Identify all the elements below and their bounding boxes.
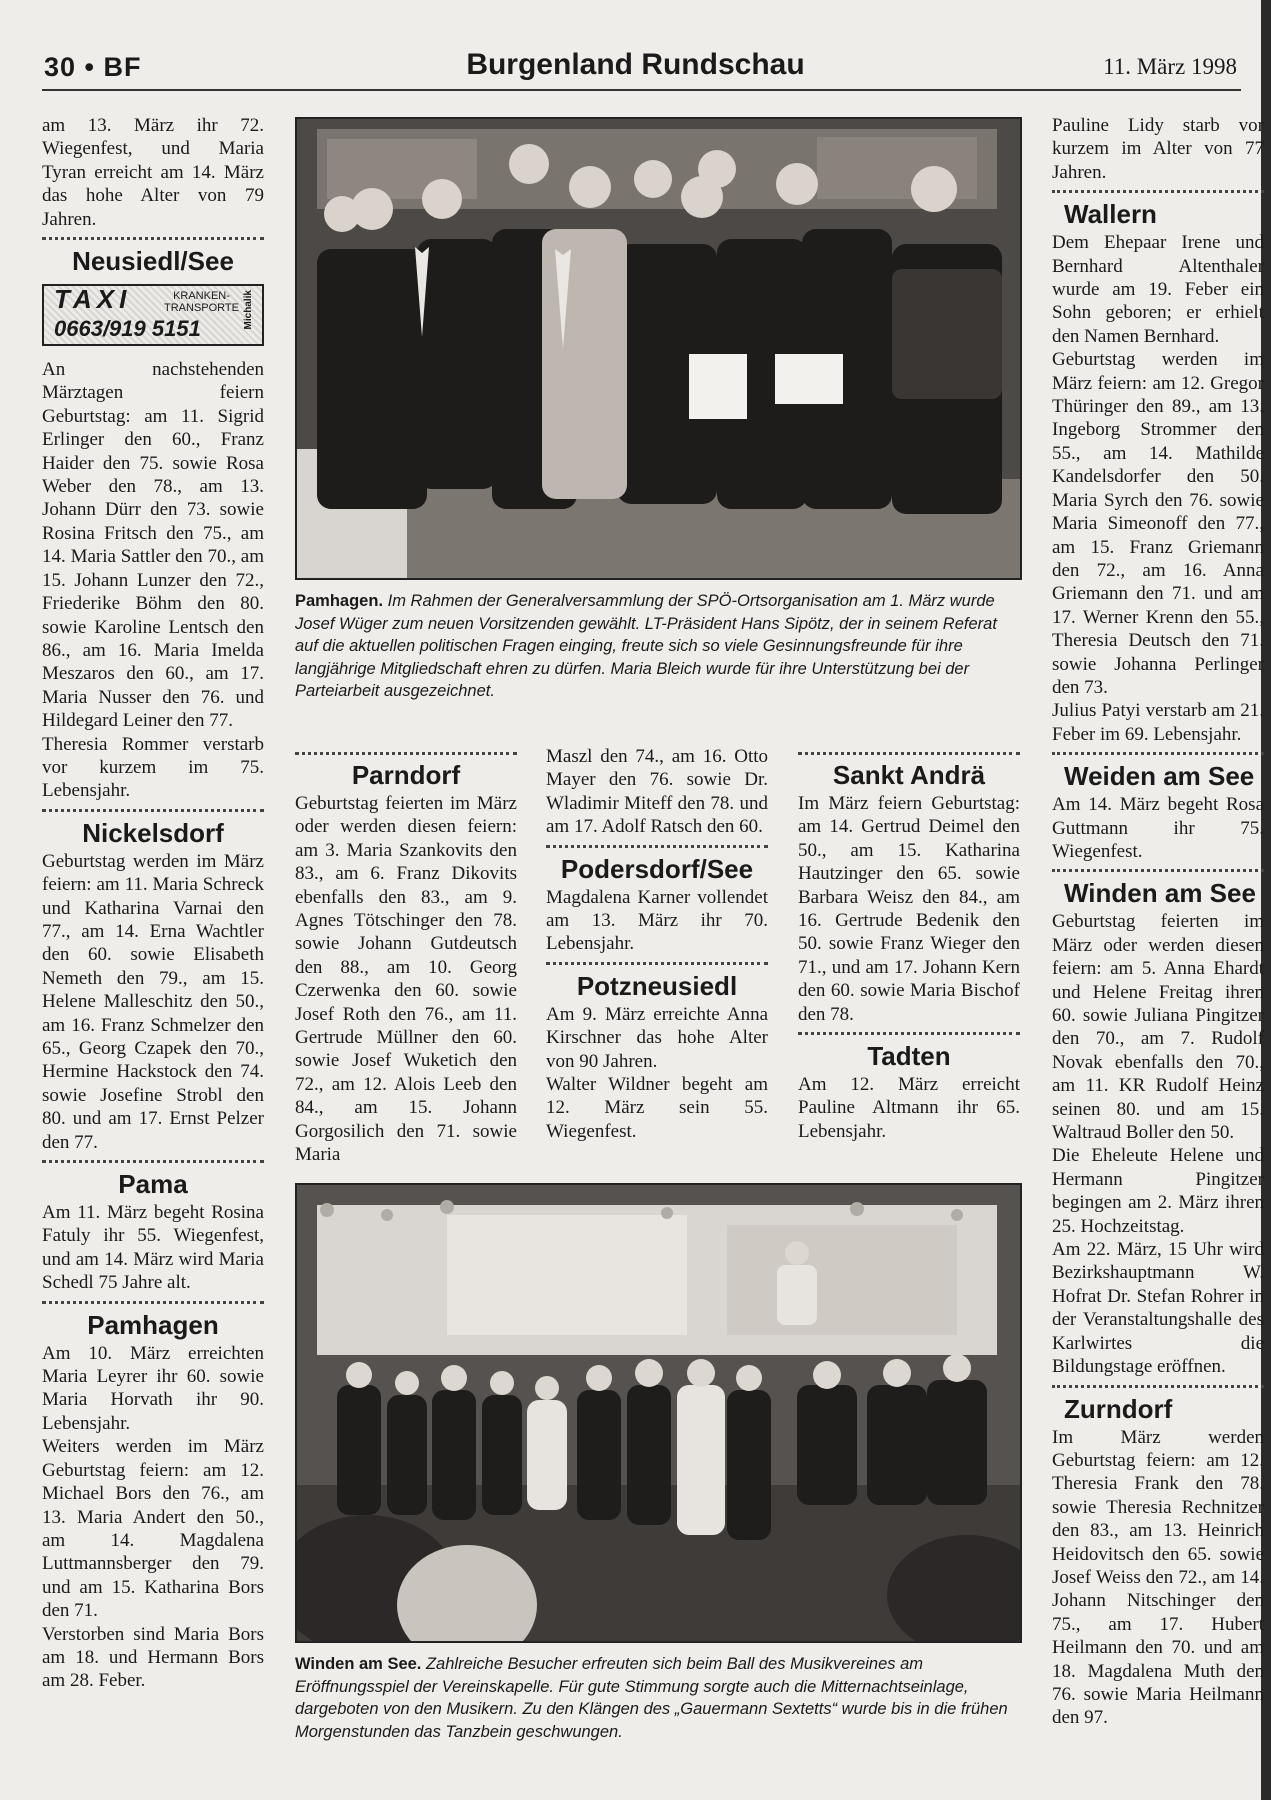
article-text: Walter Wildner begeht am 12. März sein 55. Wiegenfest. (546, 1074, 768, 1142)
article-text: Im März werden Geburtstag feiern: am 12. Theresia Frank den 78. sowie Theresia Rechnitzer den 83., am 13. Heinrich Heidovitsch den 65. sowie Josef Weiss den 72., am 14. Johann Nitschinger den 75., am 17. Hubert Heilmann den 70. und am 18. Magdalena Muth den 76. sowie Maria Heilmann den 97. (1052, 1426, 1264, 1729)
taxi-ad-name: Michalik (242, 290, 254, 330)
article-text: Julius Patyi verstarb am 21. Feber im 69. Lebensjahr. (1052, 700, 1264, 745)
section-divider (1052, 752, 1264, 755)
section-heading: Parndorf (351, 760, 461, 790)
article-text: Theresia Rommer verstarb vor kurzem im 75. Lebensjahr. (42, 733, 264, 802)
column-4 (798, 758, 1020, 1143)
article-text: Am 10. März erreichten Maria Leyrer ihr 60. sowie Maria Horvath ihr 90. Lebensjahr. (42, 1342, 264, 1434)
section-divider (1052, 190, 1264, 193)
section-divider (42, 237, 264, 240)
section-divider (42, 1301, 264, 1304)
taxi-ad-phone: 0663/919 5151 (54, 316, 201, 342)
article-text: Im März feiern Geburtstag: am 14. Gertrud Deimel den 50., am 15. Katharina Hautzinger den 65. sowie Barbara Weisz den 84., am 16. Gertrude Bedenik den 50. sowie Franz Wieger den 71., und am 17. Johann Kern den 60. sowie Maria Bischof den 78. (798, 793, 1020, 1025)
section-heading: Weiden am See (1064, 761, 1255, 792)
section-divider (798, 1032, 1020, 1035)
section-divider (798, 752, 1020, 755)
article-text: Dem Ehepaar Irene und Bernhard Altenthaler wurde am 19. Feber ein Sohn geboren; er erhielt den Namen Bernhard. (1052, 232, 1264, 347)
section-heading: Neusiedl/See (72, 246, 234, 277)
article-text: am 13. März ihr 72. Wiegenfest, und Maria Tyran erreicht am 14. März das hohe Alter von 79 Jahren. (42, 115, 264, 230)
caption-text: Im Rahmen der Generalversammlung der SPÖ-Ortsorganisation am 1. März wurde Josef Wüger zum neuen Vorsitzenden gewählt. LT-Präsident Hans Sipötz, der in seinem Referat auf die aktuellen politischen Fragen einging, freute sich so viele Gesinnungsfreunde für ihre langjährige Mitgliedschaft ehren zu dürfen. Maria Bleich wurde für ihre Unterstützung bei der Parteiarbeit ausgezeichnet. (295, 592, 997, 700)
section-heading: Podersdorf/See (560, 853, 754, 884)
section-heading: Pama (118, 1169, 188, 1200)
ball-photo-image (297, 1185, 1020, 1641)
section-heading: Zurndorf (1064, 1393, 1173, 1424)
publication-title: Burgenland Rundschau (466, 48, 805, 81)
section-heading: Winden am See (1064, 878, 1256, 909)
caption-place: Winden am See. (295, 1655, 422, 1673)
article-text: Maszl den 74., am 16. Otto Mayer den 76. sowie Dr. Wladimir Miteff den 78. und am 17. Adolf Ratsch den 60. (546, 746, 768, 838)
column-2 (295, 758, 517, 1167)
group-photo-image (297, 119, 1020, 578)
taxi-ad-subtitle: KRANKEN- TRANSPORTE (164, 290, 239, 315)
section-heading: Pamhagen (87, 1309, 219, 1340)
article-text: Geburtstag feierten im März oder werden diesen feiern: am 3. Maria Szankovits den 83., am 6. Franz Dikovits ebenfalls den 83., am 9. Agnes Tötschinger den 78. sowie Johann Gutdeutsch den 88., am 10. Georg Czerwenka den 60. sowie Josef Roth den 76., am 11. Gertrude Müllner den 60. sowie Josef Wuketich den 72., am 12. Alois Leeb den 84., am 15. Johann Gorgosilich den 71. sowie Maria (295, 793, 517, 1166)
section-heading: Nickelsdorf (82, 817, 224, 848)
section-heading: Sankt Andrä (832, 760, 986, 790)
section-heading: Tadten (867, 1041, 951, 1072)
section-divider (42, 809, 264, 812)
article-text: Weiters werden im März Geburtstag feiern: am 12. Michael Bors den 76., am 13. Maria Andert den 50., am 14. Magdalena Luttmannsberger den 79. und am 15. Katharina Bors den 71. (42, 1436, 264, 1622)
column-right (1052, 114, 1264, 1774)
article-text: Magdalena Karner vollendet am 13. März ihr 70. Lebensjahr. (546, 886, 768, 955)
section-divider (295, 752, 517, 755)
article-text: Am 11. März begeht Rosina Fatuly ihr 55. Wiegenfest, und am 14. März wird Maria Schedl 75 Jahre alt. (42, 1202, 264, 1294)
article-text: Am 9. März erreichte Anna Kirschner das hohe Alter von 90 Jahren. (546, 1003, 768, 1072)
article-text: Verstorben sind Maria Bors am 18. und Hermann Bors am 28. Feber. (42, 1623, 264, 1692)
group-photo (295, 117, 1022, 580)
article-text: Am 22. März, 15 Uhr wird Bezirkshauptmann W. Hofrat Dr. Stefan Rohrer in der Veranstaltungshalle des Karlwirtes die Bildungstage eröffnen. (1052, 1239, 1264, 1378)
section-heading: Potzneusiedl (576, 970, 738, 1001)
photo-caption (295, 590, 1020, 703)
section-divider (1052, 869, 1264, 872)
article-text: Geburtstag feierten im März oder werden diesen feiern: am 5. Anna Ehardt und Helene Freitag ihren 60. sowie Juliana Pingitzer den 70., am 7. Rudolf Novak ebenfalls den 70., am 11. KR Rudolf Heinz seinen 80. und am 15. Waltraud Boller den 50. (1052, 911, 1264, 1144)
caption-text: Zahlreiche Besucher erfreuten sich beim Ball des Musikvereines am Eröffnungsspiel der Vereinskapelle. Für gute Stimmung sorgte auch die Mitternachtseinlage, dargeboten von den Musikern. Zu den Klängen des „Gauermann Sextetts“ wurde bis in die frühen Morgenstunden das Tanzbein geschwungen. (295, 1655, 1008, 1741)
article-text: Die Eheleute Helene und Hermann Pingitzer begingen am 2. März ihren 25. Hochzeitstag. (1052, 1145, 1264, 1237)
article-text: Pauline Lidy starb vor kurzem im Alter von 77 Jahren. (1052, 115, 1264, 183)
page-number: 30 • BF (44, 52, 142, 82)
taxi-advertisement (42, 284, 264, 346)
photo-caption (295, 1653, 1020, 1743)
section-divider (546, 845, 768, 848)
column-left (42, 114, 264, 1693)
section-divider (1052, 1385, 1264, 1388)
section-divider (42, 1160, 264, 1163)
taxi-ad-word: TAXI (54, 284, 132, 315)
caption-place: Pamhagen. (295, 592, 384, 610)
section-divider (546, 962, 768, 965)
article-text: An nachstehenden Märztagen feiern Geburtstag: am 11. Sigrid Erlinger den 60., Franz Haider den 75. sowie Rosa Weber den 78., am 13. Johann Dürr den 73. sowie Rosina Fritsch den 75., am 14. Maria Sattler den 70., am 15. Johann Lunzer den 72., Friederike Böhm den 80. sowie Karoline Lentsch den 86., am 16. Maria Imelda Meszaros den 60., am 17. Maria Nusser den 76. und Hildegard Leiner den 77. (42, 359, 264, 732)
article-text: Am 12. März erreicht Pauline Altmann ihr 65. Lebensjahr. (798, 1074, 1020, 1142)
column-3 (546, 745, 768, 1143)
issue-date: 11. März 1998 (1103, 54, 1237, 79)
article-text: Geburtstag werden im März feiern: am 12. Gregor Thüringer den 89., am 13. Ingeborg Strommer den 55., am 14. Mathilde Kandelsdorfer den 50. Maria Syrch den 76. sowie Maria Simeonoff den 77., am 15. Franz Griemann den 72., am 16. Anna Griemann den 71. und am 17. Werner Krenn den 55., Theresia Deutsch den 71. sowie Johanna Perlinger den 73. (1052, 349, 1264, 698)
article-text: Am 14. März begeht Rosa Guttmann ihr 75. Wiegenfest. (1052, 794, 1264, 862)
header-rule (42, 89, 1241, 91)
section-heading: Wallern (1064, 199, 1157, 230)
article-text: Geburtstag werden im März feiern: am 11. Maria Schreck und Katharina Varnai den 77., am 14. Erna Wachtler den 60. sowie Elisabeth Nemeth den 79., am 15. Helene Malleschitz den 50., am 16. Franz Schmelzer den 65., Georg Czapek den 70., Hermine Hackstock den 74. sowie Josefine Strobl den 80. und am 17. Ernst Pelzer den 77. (42, 850, 264, 1153)
ball-photo (295, 1183, 1022, 1643)
